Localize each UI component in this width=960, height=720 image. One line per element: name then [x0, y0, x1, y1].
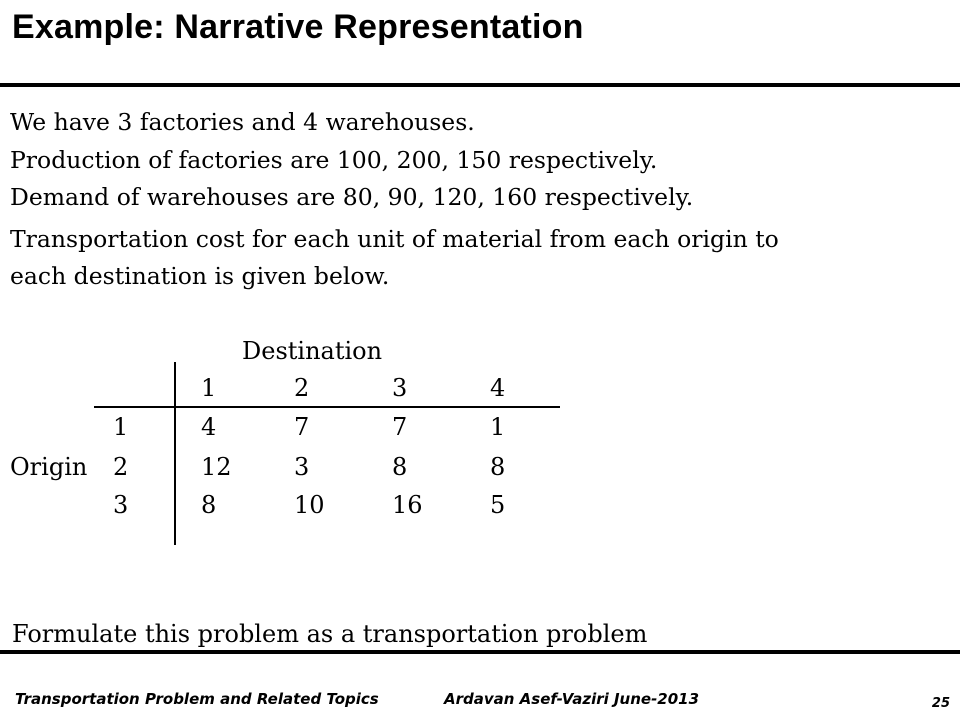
footer-divider: [0, 650, 960, 654]
table-cell: 1: [490, 413, 506, 441]
table-cell: 16: [392, 491, 423, 519]
table-cell: 10: [294, 491, 325, 519]
column-header: 4: [490, 374, 506, 402]
table-cell: 5: [490, 491, 506, 519]
column-header: 2: [294, 374, 310, 402]
table-cell: 4: [201, 413, 217, 441]
table-vertical-rule: [174, 362, 176, 545]
column-header: 1: [201, 374, 217, 402]
instruction-text: Formulate this problem as a transportation problem: [12, 620, 648, 648]
body-line: Production of factories are 100, 200, 150 respectively.: [10, 146, 658, 174]
table-cell: 3: [294, 453, 310, 481]
page-number: 25: [931, 696, 950, 711]
body-line: Transportation cost for each unit of material from each origin to: [10, 225, 779, 253]
table-cell: 8: [392, 453, 408, 481]
title-divider: [0, 83, 960, 87]
footer-author-date: Ardavan Asef-Vaziri June-2013: [444, 690, 700, 708]
body-line: We have 3 factories and 4 warehouses.: [10, 108, 475, 136]
table-cell: 8: [201, 491, 217, 519]
origin-label: Origin: [10, 453, 88, 481]
row-label: 3: [113, 491, 129, 519]
table-cell: 7: [294, 413, 310, 441]
body-line: each destination is given below.: [10, 262, 390, 290]
body-line: Demand of warehouses are 80, 90, 120, 160 respectively.: [10, 183, 694, 211]
column-header: 3: [392, 374, 408, 402]
footer-course: Transportation Problem and Related Topics: [15, 690, 379, 708]
table-horizontal-rule: [94, 406, 560, 408]
table-cell: 8: [490, 453, 506, 481]
row-label: 1: [113, 413, 129, 441]
table-cell: 7: [392, 413, 408, 441]
row-label: 2: [113, 453, 129, 481]
destination-header: Destination: [242, 337, 383, 365]
table-cell: 12: [201, 453, 232, 481]
slide-title: Example: Narrative Representation: [12, 8, 584, 46]
